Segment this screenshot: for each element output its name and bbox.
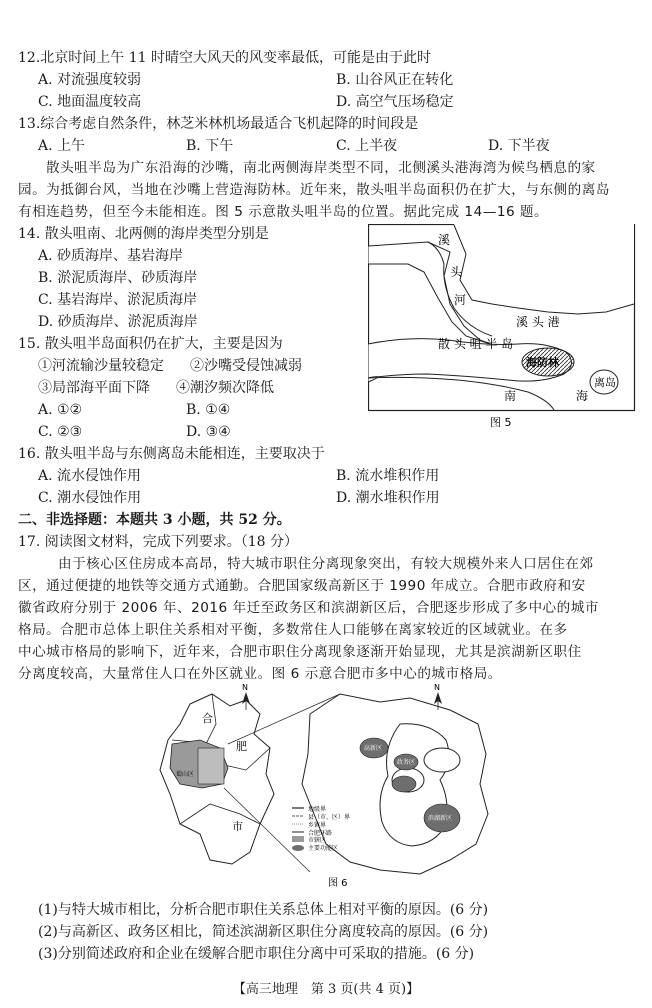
passage-line-3: 有相连趋势，但至今未能相连。图 5 示意散头咀半岛的位置。据此完成 14—16 题。 [18, 204, 549, 220]
fig6-label-he: 合 [202, 712, 213, 725]
fig6-label-gaoxin: 高新区 [364, 745, 383, 752]
q17-para-3: 徽省政府分别于 2006 年、2016 年迁至政务区和滨湖新区后，合肥逐步形成了多中心的城市 [18, 600, 599, 616]
q12-option-d: D. 高空气压场稳定 [336, 94, 454, 110]
q13-option-a: A. 上午 [38, 138, 86, 154]
figure-6-map [150, 684, 500, 894]
fig5-label-hai: 海 [576, 389, 589, 403]
q15-stem: 15. 散头咀半岛面积仍在扩大，主要是因为 [18, 336, 283, 352]
fig6-label-binhu: 滨湖新区 [428, 815, 453, 822]
fig6-label-fei: 肥 [236, 740, 247, 753]
fig5-label-forest: 海防林 [526, 356, 559, 369]
q15-option-d: D. ③④ [186, 424, 231, 440]
fig6-legend-5: 市辖区 [308, 837, 327, 844]
q12-option-b: B. 山谷风正在转化 [336, 72, 454, 88]
fig5-label-nan: 南 [504, 389, 517, 403]
q12-option-c: C. 地面温度较高 [38, 94, 142, 110]
fig6-legend-1: 地级界 [308, 806, 327, 813]
fig5-caption: 图 5 [490, 416, 512, 429]
q16-option-c: C. 潮水侵蚀作用 [38, 490, 142, 506]
fig6-north-right: N [434, 684, 440, 692]
q15-statement-3: ③局部海平面下降 [38, 380, 150, 396]
fig6-label-shi: 市 [232, 820, 243, 833]
q17-para-5: 中心城市格局的影响下，近年来，合肥市职住分离现象逐渐开始显现，尤其是滨湖新区职住 [18, 644, 582, 660]
q17-stem: 17. 阅读图文材料，完成下列要求。（18 分） [18, 534, 298, 550]
q13-option-c: C. 上半夜 [336, 138, 398, 154]
q17-sub-1: (1)与特大城市相比，分析合肥市职住关系总体上相对平衡的原因。(6 分) [38, 902, 489, 918]
q17-sub-3: (3)分别简述政府和企业在缓解合肥市职住分离中可采取的措施。(6 分) [38, 946, 475, 962]
q14-option-b: B. 淤泥质海岸、砂质海岸 [38, 270, 198, 286]
q16-option-b: B. 流水堆积作用 [336, 468, 440, 484]
q12-option-a: A. 对流强度较弱 [38, 72, 142, 88]
q14-option-c: C. 基岩海岸、淤泥质海岸 [38, 292, 198, 308]
page-footer: 【高三地理 第 3 页(共 4 页)】 [232, 982, 420, 997]
fig6-legend-4: 合肥环路 [308, 830, 333, 837]
passage-line-2: 园。为抵御台风，当地在沙嘴上营造海防林。近年来，散头咀半岛面积仍在扩大，与东侧的离岛 [18, 182, 610, 198]
fig6-label-zhengwu: 政务区 [397, 759, 416, 766]
q13-option-b: B. 下午 [186, 138, 234, 154]
q15-option-b: B. ①④ [186, 402, 231, 418]
q15-statement-2: ②沙嘴受侵蚀减弱 [190, 358, 302, 374]
q13-option-d: D. 下半夜 [488, 138, 550, 154]
fig5-label-he: 河 [454, 293, 467, 307]
q15-statement-4: ④潮汐频次降低 [176, 380, 274, 396]
q16-option-a: A. 流水侵蚀作用 [38, 468, 142, 484]
q12-stem: 12.北京时间上午 11 时晴空大风天的风变率最低，可能是由于此时 [18, 50, 431, 66]
section-2-heading: 二、非选择题：本题共 3 小题，共 52 分。 [18, 512, 291, 528]
q15-option-a: A. ①② [38, 402, 83, 418]
fig5-label-xitougang: 溪 头 港 [516, 315, 560, 329]
q17-sub-2: (2)与高新区、政务区相比，简述滨湖新区职住分离度较高的原因。(6 分) [38, 924, 489, 940]
q14-option-d: D. 砂质海岸、淤泥质海岸 [38, 314, 198, 330]
q17-para-1: 由于核心区住房成本高昂，特大城市职住分离现象突出，有较大规模外来人口居住在郊 [58, 556, 594, 572]
fig6-legend-6: 主要功能区 [308, 845, 339, 852]
fig5-label-tou: 头 [450, 265, 463, 279]
q15-statement-1: ①河流输沙量较稳定 [38, 358, 164, 374]
q15-option-c: C. ②③ [38, 424, 83, 440]
q16-option-d: D. 潮水堆积作用 [336, 490, 440, 506]
q17-para-2: 区，通过便捷的地铁等交通方式通勤。合肥国家级高新区于 1990 年成立。合肥市政府和安 [18, 578, 586, 594]
q14-option-a: A. 砂质海岸、基岩海岸 [38, 248, 184, 264]
fig6-north-left: N [242, 684, 248, 692]
figure-5-map [368, 224, 636, 432]
q14-stem: 14. 散头咀南、北两侧的海岸类型分别是 [18, 226, 269, 242]
passage-line-1: 散头咀半岛为广东沿海的沙嘴，南北两侧海岸类型不同，北侧溪头港海湾为候鸟栖息的家 [46, 160, 596, 176]
fig5-label-peninsula: 散 头 咀 半 岛 [438, 337, 514, 351]
fig6-legend-2: 县（市、区）界 [308, 814, 351, 821]
fig6-caption: 图 6 [328, 878, 348, 889]
fig6-legend-3: 乡镇界 [308, 822, 327, 829]
fig5-label-island: 离岛 [594, 376, 616, 389]
q13-stem: 13.综合考虑自然条件，林芝米林机场最适合飞机起降的时间段是 [18, 116, 419, 132]
fig5-label-xi: 溪 [438, 233, 451, 247]
q17-para-4: 格局。合肥市总体上职住关系相对平衡，多数常住人口能够在离家较近的区域就业。在多 [18, 622, 568, 638]
fig6-label-shushan: 蜀山区 [176, 771, 195, 778]
q17-para-6: 分离度较高，大量常住人口在外区就业。图 6 示意合肥市多中心的城市格局。 [18, 666, 502, 682]
q16-stem: 16. 散头咀半岛与东侧离岛未能相连，主要取决于 [18, 446, 325, 462]
